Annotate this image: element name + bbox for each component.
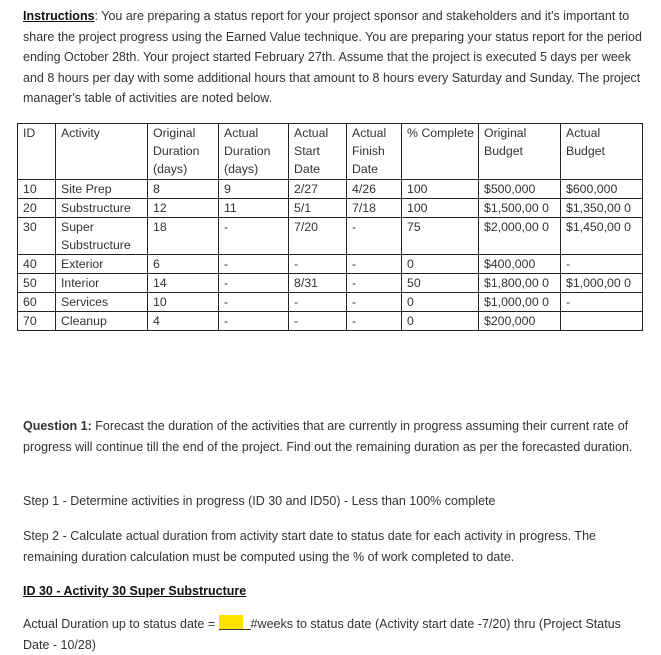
- cell-pct: 0: [402, 312, 479, 331]
- cell-act-budget: $1,350,00 0: [561, 199, 643, 218]
- cell-pct: 0: [402, 293, 479, 312]
- cell-id: 40: [18, 255, 56, 274]
- cell-orig-budget: $500,000: [479, 180, 561, 199]
- cell-orig-budget: $1,000,00 0: [479, 293, 561, 312]
- step-2: Step 2 - Calculate actual duration from activity start date to status date for each activity in progress. The remaining duration calculation must be computed using the % of work completed to date.: [23, 529, 596, 564]
- cell-activity: Interior: [56, 274, 148, 293]
- cell-activity: Super Substructure: [56, 218, 148, 255]
- cell-orig-budget: $1,500,00 0: [479, 199, 561, 218]
- header-activity: Activity: [56, 124, 148, 180]
- cell-start: 7/20: [289, 218, 347, 255]
- cell-activity: Cleanup: [56, 312, 148, 331]
- cell-orig-dur: 12: [148, 199, 219, 218]
- cell-finish: -: [347, 312, 402, 331]
- cell-orig-dur: 4: [148, 312, 219, 331]
- question-1-text: Forecast the duration of the activities that are currently in progress assuming their current rate of progress will continue till the end of the project. Find out the remaining duration as per the forecasted duration.: [23, 419, 633, 454]
- cell-activity: Site Prep: [56, 180, 148, 199]
- cell-start: 5/1: [289, 199, 347, 218]
- instructions-text: : You are preparing a status report for your project sponsor and stakeholders and it's important to share the project progress using the Earned Value technique. You are preparing your status report for the period ending October 28th. Your project started February 27th. Assume that the project is executed 5 days per week and 8 hours per day with some additional hours that amount to 8 hours every Saturday and Sunday. The project manager's table of activities are noted below.: [23, 9, 642, 106]
- cell-act-budget: $600,000: [561, 180, 643, 199]
- table-row: [18, 255, 643, 274]
- cell-pct: 100: [402, 180, 479, 199]
- header-act-budget: Actual Budget: [561, 124, 643, 180]
- cell-orig-dur: 6: [148, 255, 219, 274]
- table-row: [18, 274, 643, 293]
- cell-finish: -: [347, 293, 402, 312]
- cell-activity: Exterior: [56, 255, 148, 274]
- cell-start: 8/31: [289, 274, 347, 293]
- cell-orig-dur: 8: [148, 180, 219, 199]
- header-id: ID: [18, 124, 56, 180]
- cell-orig-budget: $1,800,00 0: [479, 274, 561, 293]
- cell-orig-dur: 18: [148, 218, 219, 255]
- actual-prefix: Actual Duration up to status date =: [23, 617, 219, 631]
- cell-orig-budget: $200,000: [479, 312, 561, 331]
- header-finish: Actual Finish Date: [347, 124, 402, 180]
- cell-activity: Services: [56, 293, 148, 312]
- cell-act-budget: -: [561, 255, 643, 274]
- instructions-label: Instructions: [23, 9, 95, 23]
- header-orig-dur: Original Duration (days): [148, 124, 219, 180]
- cell-id: 70: [18, 312, 56, 331]
- cell-start: 2/27: [289, 180, 347, 199]
- cell-pct: 0: [402, 255, 479, 274]
- instructions-paragraph: [23, 6, 645, 109]
- cell-act-dur: 9: [219, 180, 289, 199]
- subheading-id30: [23, 581, 645, 602]
- cell-pct: 75: [402, 218, 479, 255]
- table-row: [18, 199, 643, 218]
- actual-suffix: #weeks to status date (Activity start date -7/20) thru (Project Status Date - 10/28): [23, 617, 621, 652]
- cell-act-dur: -: [219, 312, 289, 331]
- cell-orig-dur: 14: [148, 274, 219, 293]
- cell-start: -: [289, 293, 347, 312]
- header-pct: % Complete: [402, 124, 479, 180]
- cell-id: 50: [18, 274, 56, 293]
- cell-orig-budget: $2,000,00 0: [479, 218, 561, 255]
- cell-pct: 50: [402, 274, 479, 293]
- cell-finish: -: [347, 218, 402, 255]
- cell-pct: 100: [402, 199, 479, 218]
- table-row: [18, 180, 643, 199]
- cell-finish: -: [347, 274, 402, 293]
- cell-finish: -: [347, 255, 402, 274]
- cell-act-dur: -: [219, 293, 289, 312]
- step-1: Step 1 - Determine activities in progress (ID 30 and ID50) - Less than 100% complete: [23, 494, 496, 508]
- cell-act-budget: [561, 312, 643, 331]
- activities-table: [17, 123, 643, 331]
- table-row: [18, 293, 643, 312]
- table-row: [18, 218, 643, 255]
- answer-blank[interactable]: [219, 615, 243, 630]
- cell-id: 30: [18, 218, 56, 255]
- header-orig-budget: Original Budget: [479, 124, 561, 180]
- cell-act-budget: $1,000,00 0: [561, 274, 643, 293]
- cell-act-budget: -: [561, 293, 643, 312]
- cell-act-dur: -: [219, 255, 289, 274]
- cell-finish: 7/18: [347, 199, 402, 218]
- cell-act-dur: -: [219, 274, 289, 293]
- cell-orig-budget: $400,000: [479, 255, 561, 274]
- header-act-dur: Actual Duration (days): [219, 124, 289, 180]
- subheading-text: ID 30 - Activity 30 Super Substructure: [23, 584, 247, 598]
- question-1-label: Question 1:: [23, 419, 92, 433]
- cell-act-dur: -: [219, 218, 289, 255]
- actual-duration-line: [23, 614, 645, 655]
- header-start: Actual Start Date: [289, 124, 347, 180]
- table-header-row: [18, 124, 643, 180]
- cell-orig-dur: 10: [148, 293, 219, 312]
- cell-finish: 4/26: [347, 180, 402, 199]
- table-row: [18, 312, 643, 331]
- answer-underline: [243, 617, 251, 630]
- cell-activity: Substructure: [56, 199, 148, 218]
- cell-id: 10: [18, 180, 56, 199]
- cell-act-budget: $1,450,00 0: [561, 218, 643, 255]
- cell-id: 60: [18, 293, 56, 312]
- cell-start: -: [289, 255, 347, 274]
- cell-id: 20: [18, 199, 56, 218]
- cell-start: -: [289, 312, 347, 331]
- question-1: [23, 416, 645, 457]
- cell-act-dur: 11: [219, 199, 289, 218]
